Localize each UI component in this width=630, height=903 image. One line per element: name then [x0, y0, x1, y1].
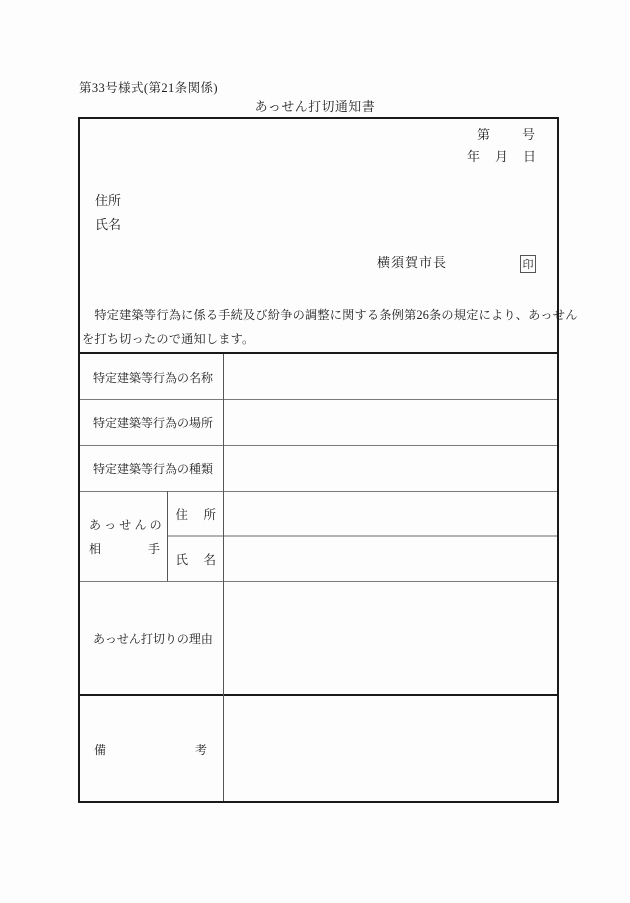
act-place-value-cell [224, 400, 557, 445]
act-type-label: 特定建築等行為の種類 [93, 462, 214, 476]
form-border-box [78, 117, 578, 803]
notice-paragraph [82, 303, 578, 351]
discontinuation-reason-value-cell [224, 582, 557, 694]
act-name-label: 特定建築等行為の名称 [93, 371, 214, 385]
mediation-party-label [80, 492, 167, 581]
remarks-label [80, 696, 223, 803]
mediation-party-label-line2 [89, 537, 160, 561]
recipient-name-label: 氏名 [95, 217, 122, 232]
document-number-line: 第 号 [476, 127, 537, 142]
mediation-party-label-line2-left: 相 [89, 541, 102, 556]
act-name-value-cell [224, 356, 557, 399]
recipient-address-label: 住所 [95, 193, 122, 208]
notice-line-2: を打ち切ったので通知します。 [82, 332, 255, 346]
detail-table [80, 352, 557, 801]
notice-line-1: 特定建築等行為に係る手続及び紛争の調整に関する条例第26条の規定により、あっせん [82, 308, 578, 322]
form-number-label: 第33号様式(第21条関係) [79, 81, 218, 95]
seal-mark: 印 [522, 259, 534, 271]
party-address-label: 住 所 [175, 507, 218, 522]
date-line: 年 月 日 [466, 149, 537, 164]
party-name-value-cell [224, 536, 557, 581]
party-name-label: 氏 名 [175, 552, 218, 567]
remarks-value-cell [224, 696, 557, 803]
mediation-party-label-line1: あっせんの [89, 517, 165, 532]
act-place-label: 特定建築等行為の場所 [93, 416, 214, 430]
mediation-party-label-line2-right: 手 [147, 541, 160, 556]
remarks-label-right: 考 [194, 743, 207, 757]
discontinuation-reason-label: あっせん打切りの理由 [93, 631, 213, 646]
document-title: あっせん打切通知書 [254, 100, 376, 114]
mayor-name: 横須賀市長 [377, 255, 448, 270]
party-address-value-cell [224, 492, 557, 535]
act-type-value-cell [224, 446, 557, 491]
seal-box [520, 255, 536, 273]
remarks-label-left: 備 [94, 743, 107, 757]
